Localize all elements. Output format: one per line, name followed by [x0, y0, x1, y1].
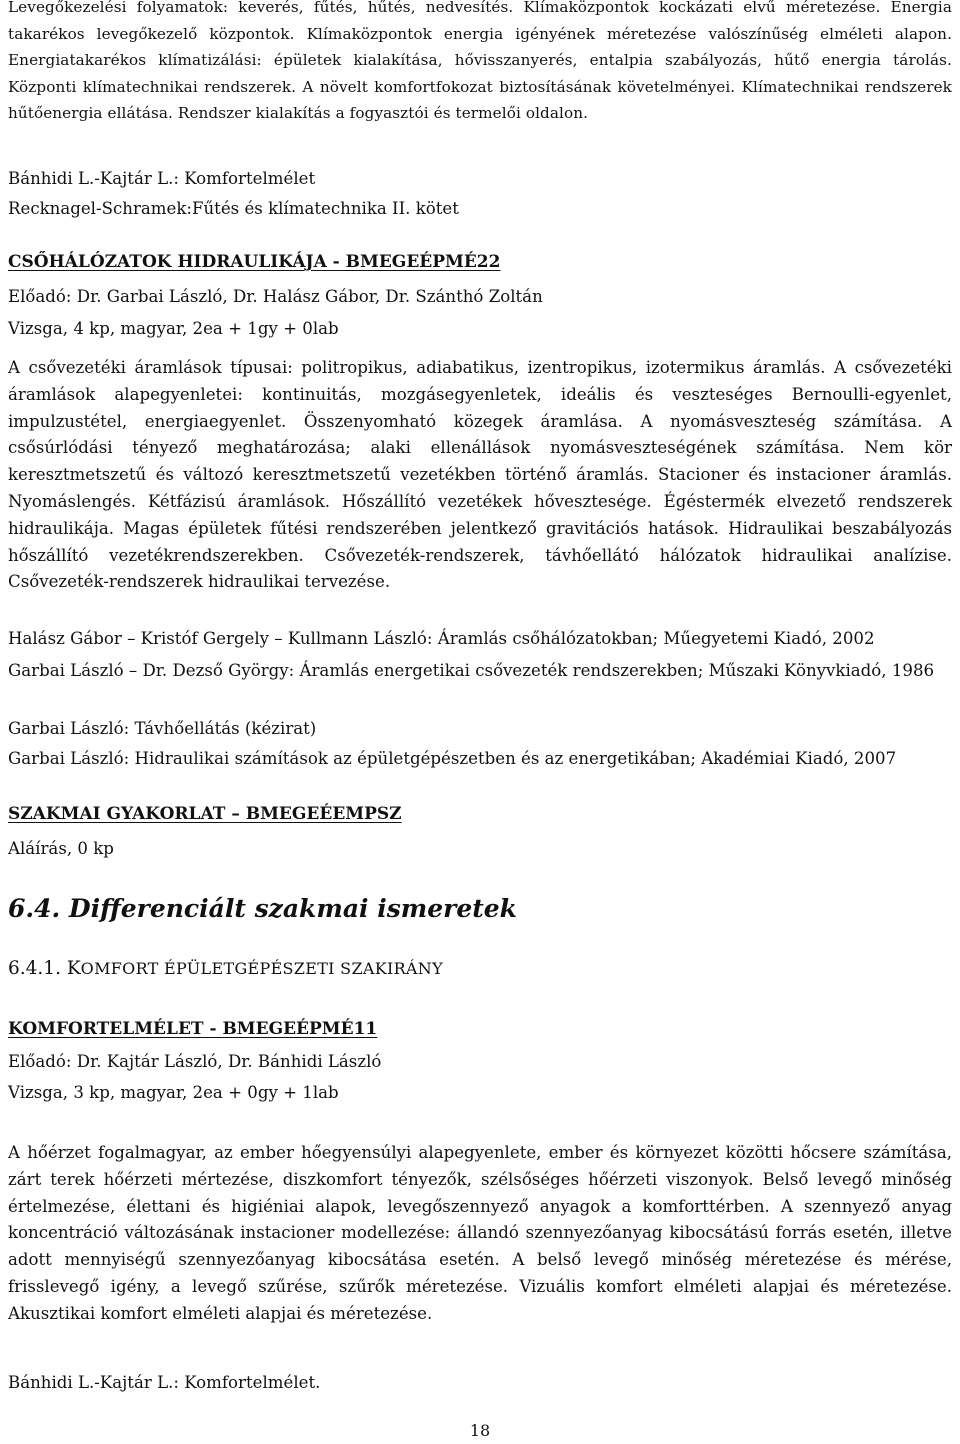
course-description: A csővezetéki áramlások típusai: politropikus, adiabatikus, izentropikus, izotermikus áramlás. A csővezetéki áramlások alapegyenletei: kontinuitás, mozgásegyenletek, ideális és veszteséges Bernoulli-egyenlet, impulzustétel, energiaegyenlet. Összenyomható közegek áramlása. A nyomásveszteség számítása. A csősúrlódási tényező meghatározása; alaki ellenállások nyomásveszteségének számítása. Nem kör keresztmetszetű és változó keresztmetszetű vezetékben történő áramlás. Stacioner és instacioner áramlás. Nyomáslengés. Kétfázisú áramlások. Hőszállító vezetékek hővesztesége. Égéstermék elvezető rendszerek hidraulikája. Magas épületek fűtési rendszerében jelentkező gravitációs hatások. Hidraulikai beszabályozás hőszállító vezetékrendszerekben. Csővezeték-rendszerek, távhőellátó hálózatok hidraulikai analízise. Csővezeték-rendszerek hidraulikai tervezése.	[8, 358, 952, 592]
subsection-initial: K	[66, 958, 81, 979]
course-reference: Halász Gábor – Kristóf Gergely – Kullmann László: Áramlás csőhálózatokban; Műegyetemi Kiadó, 2002	[8, 629, 875, 648]
intro-reference-2: Recknagel-Schramek:Fűtés és klímatechnika II. kötet	[8, 199, 459, 218]
intro-paragraph: Levegőkezelési folyamatok: keverés, fűtés, hűtés, nedvesítés. Klímaközpontok kockázati elvű méretezése. Energia takarékos levegőkezelő központok. Klímaközpontok energia igényének méretezése valószínűség elméleti alapon. Energiatakarékos klímatizálási: épületek kialakítása, hővisszanyerés, entalpia szabályozás, hűtő energia tárolás. Központi klímatechnikai rendszerek. A növelt komfortfokozat biztosításának követelményei. Klímatechnikai rendszerek hűtőenergia ellátása. Rendszer kialakítás a fogyasztói és termelői oldalon.	[8, 0, 952, 122]
subsection-name: OMFORT ÉPÜLETGÉPÉSZETI SZAKIRÁNY	[80, 959, 443, 978]
course-title-komfortelmelet: KOMFORTELMÉLET - BMEGEÉPMÉ11	[8, 1019, 378, 1039]
page-number: 18	[469, 1421, 491, 1440]
course-info: Vizsga, 3 kp, magyar, 2ea + 0gy + 1lab	[8, 1083, 339, 1102]
course-reference: Garbai László: Hidraulikai számítások az épületgépészetben és az energetikában; Akadémiai Kiadó, 2007	[8, 749, 897, 768]
course-description: A hőérzet fogalmagyar, az ember hőegyensúlyi alapegyenlete, ember és környezet közötti hőcsere számítása, zárt terek hőérzeti mértezése, diszkomfort tényezők, szélsőséges hőérzeti viszonyok. Belső levegő minőség értelmezése, élettani és higiéniai alapok, levegőszennyező anyagok a komforttérben. A szennyező anyag koncentráció változásának instacioner modellezése: állandó szennyezőanyag kibocsátású forrás esetén, illetve adott mennyiségű szennyezőanyag kibocsátása esetén. A belső levegő minőség méretezése és mérése, frisslevegő igény, a levegő szűrése, szűrők méretezése. Vizuális komfort elméleti alapjai és méretezése. Akusztikai komfort elméleti alapjai és méretezése.	[8, 1143, 952, 1323]
course-lecturers: Előadó: Dr. Garbai László, Dr. Halász Gábor, Dr. Szánthó Zoltán	[8, 287, 543, 306]
course-reference: Bánhidi L.-Kajtár L.: Komfortelmélet.	[8, 1373, 321, 1392]
course-reference: Garbai László – Dr. Dezső György: Áramlás energetikai csővezeték rendszerekben; Műszaki Könyvkiadó, 1986	[8, 661, 935, 680]
section-title: 6.4. Differenciált szakmai ismeretek	[8, 894, 518, 923]
course-title-szakmai-gyakorlat: SZAKMAI GYAKORLAT – BMEGEÉEMPSZ	[8, 804, 402, 824]
course-title-csohalozatok: CSŐHÁLÓZATOK HIDRAULIKÁJA - BMEGEÉPMÉ22	[8, 252, 501, 272]
subsection-number: 6.4.1.	[8, 958, 61, 979]
intro-reference-1: Bánhidi L.-Kajtár L.: Komfortelmélet	[8, 169, 316, 188]
course-reference: Garbai László: Távhőellátás (kézirat)	[8, 719, 317, 738]
course-info: Aláírás, 0 kp	[8, 839, 114, 858]
course-info: Vizsga, 4 kp, magyar, 2ea + 1gy + 0lab	[8, 319, 339, 338]
course-lecturers: Előadó: Dr. Kajtár László, Dr. Bánhidi László	[8, 1052, 382, 1071]
subsection-title	[8, 956, 952, 982]
